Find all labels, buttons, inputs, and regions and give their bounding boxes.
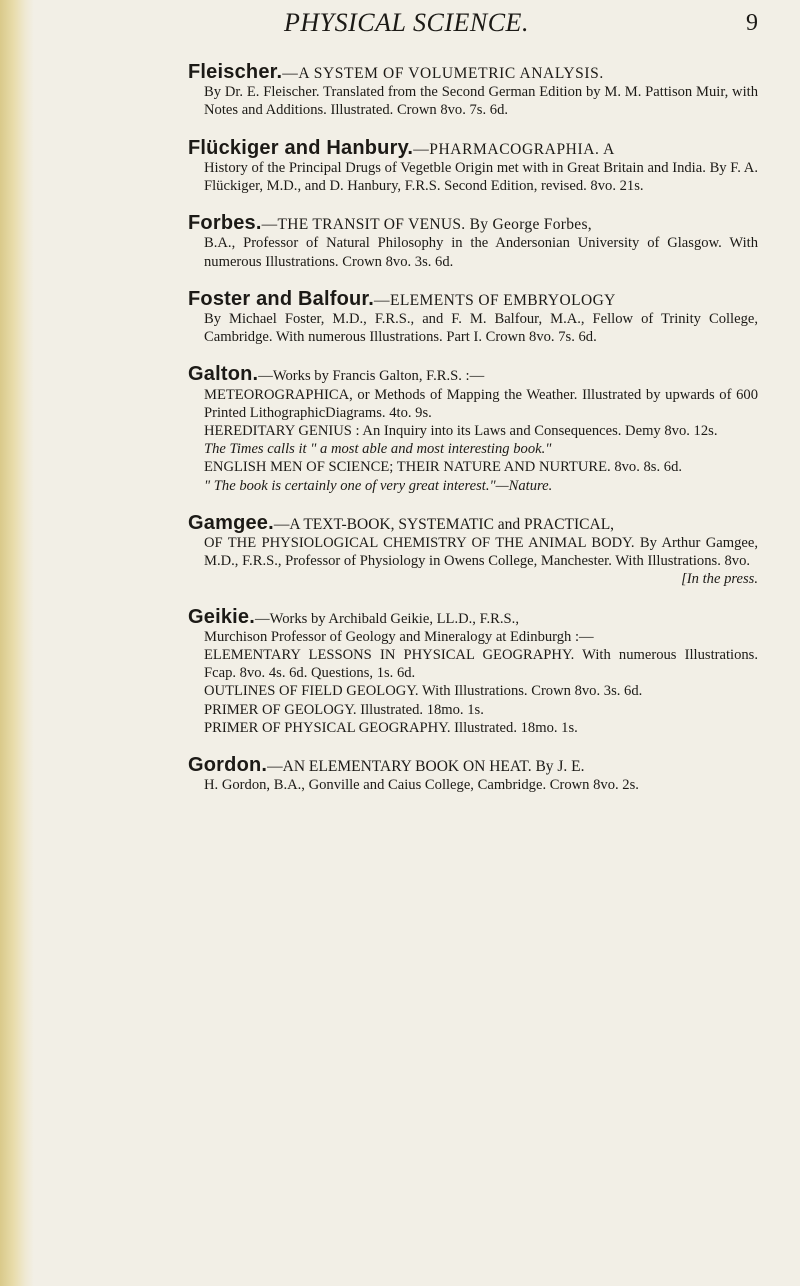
entry-heading: —PHARMACOGRAPHIA. A	[413, 140, 615, 158]
entry-gamgee	[188, 511, 758, 589]
entry-body-text: OF THE PHYSIOLOGICAL CHEMISTRY OF THE ANIMAL BODY. By Arthur Gamgee, M.D., F.R.S., Professor of Physiology in Owens College, Manchester. With Illustrations. 8vo.	[204, 535, 758, 570]
entry-author: Gamgee.	[188, 511, 274, 534]
entry-body: Murchison Professor of Geology and Mineralogy at Edinburgh :—	[204, 628, 594, 645]
entry-forbes	[188, 214, 758, 271]
entry-heading: —AN ELEMENTARY BOOK ON HEAT. By J. E.	[267, 758, 585, 776]
entry-heading: —A TEXT-BOOK, SYSTEMATIC and PRACTICAL,	[273, 515, 615, 533]
running-head-title: PHYSICAL SCIENCE.	[284, 8, 529, 37]
entry-author: Flückiger and Hanbury.	[188, 136, 414, 159]
entry-body: H. Gordon, B.A., Gonville and Caius College, Cambridge. Crown 8vo. 2s.	[204, 777, 639, 794]
entry-fluckiger-hanbury	[188, 136, 758, 196]
catalogue-entries	[188, 63, 758, 814]
entry-body: By Michael Foster, M.D., F.R.S., and F. M. Balfour, M.A., Fellow of Trinity College, Cambridge. With numerous Illustrations. Part I. Crown 8vo. 7s. 6d.	[204, 311, 758, 346]
entry-author: Geikie.	[188, 605, 255, 628]
entry-foster-balfour	[188, 287, 758, 347]
entry-sub-item: PRIMER OF PHYSICAL GEOGRAPHY. Illustrated. 18mo. 1s.	[204, 719, 578, 736]
entry-galton	[188, 365, 758, 494]
entry-body	[188, 534, 758, 589]
entry-fleischer	[188, 63, 758, 120]
entry-heading: —ELEMENTS OF EMBRYOLOGY	[374, 291, 616, 309]
entry-sub-item: PRIMER OF GEOLOGY. Illustrated. 18mo. 1s.	[204, 701, 484, 718]
entry-gordon	[188, 756, 758, 794]
entry-heading: —Works by Francis Galton, F.R.S. :—	[258, 368, 485, 385]
entry-note: [In the press.	[681, 571, 758, 588]
entry-heading: —A SYSTEM OF VOLUMETRIC ANALYSIS.	[282, 65, 604, 82]
book-spine-shadow	[0, 0, 34, 1286]
entry-body: History of the Principal Drugs of Vegetble Origin met with in Great Britain and India. By F. A. Flückiger, M.D., and D. Hanbury, F.R.S. Second Edition, revised. 8vo. 21s.	[204, 159, 758, 195]
entry-review-quote: " The book is certainly one of very great interest."—Nature.	[204, 477, 553, 494]
entry-author: Forbes.	[188, 212, 262, 235]
entry-author: Fleischer.	[188, 61, 283, 83]
entry-body: B.A., Professor of Natural Philosophy in the Andersonian University of Glasgow. With numerous Illustrations. Crown 8vo. 3s. 6d.	[204, 235, 758, 270]
entry-sub-item: ENGLISH MEN OF SCIENCE; THEIR NATURE AND NURTURE. 8vo. 8s. 6d.	[204, 459, 683, 476]
entry-heading: —THE TRANSIT OF VENUS. By George Forbes,	[261, 216, 592, 234]
entry-sub-item: OUTLINES OF FIELD GEOLOGY. With Illustrations. Crown 8vo. 3s. 6d.	[204, 683, 643, 700]
entry-sub-item: HEREDITARY GENIUS : An Inquiry into its Laws and Consequences. Demy 8vo. 12s.	[204, 423, 718, 440]
entry-review-quote: The Times calls it " a most able and most interesting book."	[204, 441, 552, 458]
entry-heading: —Works by Archibald Geikie, LL.D., F.R.S.,	[255, 610, 519, 627]
entry-author: Foster and Balfour.	[188, 287, 375, 310]
entry-author: Galton.	[188, 363, 259, 386]
entry-geikie	[188, 605, 758, 737]
entry-body: By Dr. E. Fleischer. Translated from the Second German Edition by M. M. Pattison Muir, with Notes and Additions. Illustrated. Crown 8vo. 7s. 6d.	[204, 84, 758, 119]
entry-sub-item: ELEMENTARY LESSONS IN PHYSICAL GEOGRAPHY. With numerous Illustrations. Fcap. 8vo. 4s. 6d. Questions, 1s. 6d.	[204, 647, 758, 682]
entry-author: Gordon.	[188, 754, 268, 777]
running-head	[188, 8, 758, 48]
entry-sub-item: METEOROGRAPHICA, or Methods of Mapping the Weather. Illustrated by upwards of 600 Printed LithographicDiagrams. 4to. 9s.	[204, 386, 758, 421]
page-number: 9	[746, 10, 758, 36]
